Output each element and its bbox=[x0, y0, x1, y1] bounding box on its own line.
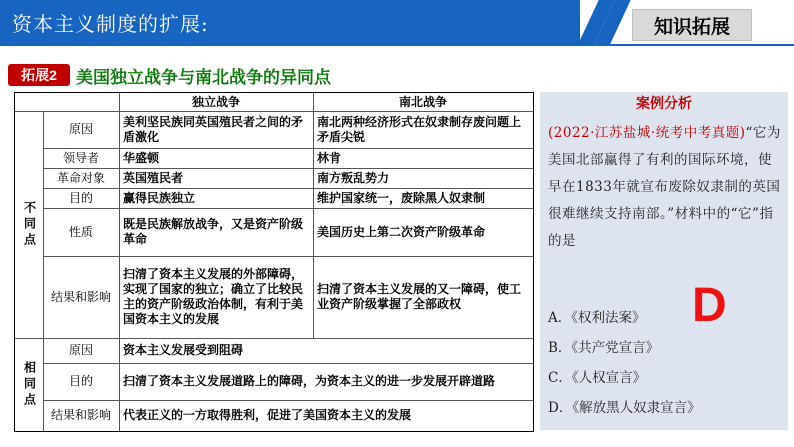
row-label: 原因 bbox=[68, 343, 93, 357]
option-d: D．《解放黑人奴隶宣言》 bbox=[548, 400, 701, 416]
page-title: 资本主义制度的扩展: bbox=[12, 12, 209, 36]
table-cell: 扫清了资本主义发展的外部障碍，实现了国家的独立；确立了比较民主的资产阶级政治体制，有利于美国资本主义的发展 bbox=[123, 267, 304, 326]
table-cell: 南北两种经济形式在奴隶制存废问题上矛盾尖锐 bbox=[317, 114, 522, 144]
answer-mark: D bbox=[692, 279, 727, 332]
option-c: C．《人权宣言》 bbox=[548, 370, 647, 386]
row-label: 原因 bbox=[68, 122, 93, 136]
column-header-independence: 独立战争 bbox=[191, 94, 240, 109]
group-label-similarities: 相同点 bbox=[22, 360, 37, 409]
knowledge-extension-tag: 知识拓展 bbox=[632, 9, 752, 41]
row-label: 性质 bbox=[68, 224, 93, 239]
case-heading: 案例分析 bbox=[636, 96, 692, 112]
option-b: B．《共产党宣言》 bbox=[548, 340, 660, 356]
comparison-table bbox=[14, 92, 534, 432]
table-cell: 华盛顿 bbox=[123, 150, 160, 165]
header-underline bbox=[0, 44, 794, 46]
row-label: 目的 bbox=[68, 374, 93, 388]
table-cell: 维护国家统一，废除黑人奴隶制 bbox=[317, 190, 486, 205]
column-header-civil-war: 南北战争 bbox=[398, 94, 447, 109]
row-label: 革命对象 bbox=[56, 170, 105, 185]
table-cell: 南方叛乱势力 bbox=[317, 170, 390, 185]
table-cell: 美利坚民族同英国殖民者之间的矛盾激化 bbox=[123, 114, 304, 144]
row-label: 结果和影响 bbox=[50, 289, 111, 304]
table-cell: 美国历史上第二次资产阶级革命 bbox=[317, 224, 486, 239]
row-label: 领导者 bbox=[62, 150, 99, 165]
extension-title: 美国独立战争与南北战争的异同点 bbox=[76, 68, 331, 88]
case-question bbox=[548, 120, 782, 255]
group-label-differences: 不同点 bbox=[22, 200, 37, 249]
table-cell: 林肯 bbox=[317, 150, 342, 165]
table-cell: 扫清了资本主义发展的又一障碍，使工业资产阶级掌握了全部政权 bbox=[317, 282, 522, 311]
case-analysis-panel bbox=[540, 92, 788, 430]
table-cell: 英国殖民者 bbox=[123, 170, 184, 185]
table-cell: 代表正义的一方取得胜利，促进了美国资本主义的发展 bbox=[123, 408, 412, 422]
table-cell: 既是民族解放战争，又是资产阶级革命 bbox=[123, 217, 304, 246]
option-a: A．《权利法案》 bbox=[548, 310, 646, 326]
case-source: (2022·江苏盐城·统考中考真题) bbox=[548, 125, 746, 141]
case-question-text: “它为美国北部赢得了有利的国际环境，使早在1833年就宣布废除奴隶制的英国很难继续支持南部。”材料中的“它”指的是 bbox=[548, 125, 781, 249]
table-cell: 赢得民族独立 bbox=[123, 190, 196, 205]
extension-badge: 拓展2 bbox=[8, 64, 70, 86]
row-label: 目的 bbox=[68, 190, 93, 205]
table-cell: 扫清了资本主义发展道路上的障碍，为资本主义的进一步发展开辟道路 bbox=[123, 374, 496, 388]
row-label: 结果和影响 bbox=[50, 408, 111, 422]
table-cell: 资本主义发展受到阻碍 bbox=[123, 343, 244, 357]
